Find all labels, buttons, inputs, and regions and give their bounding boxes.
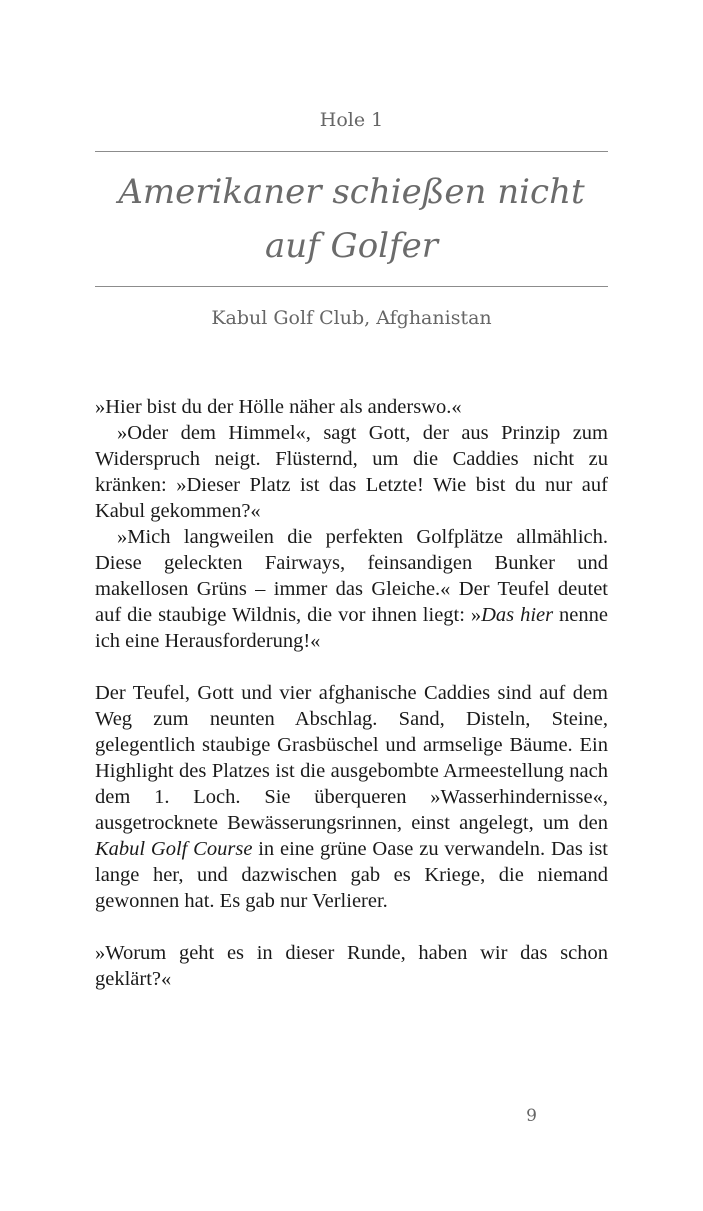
paragraph-2: »Oder dem Himmel«, sagt Gott, der aus Prinzip zum Widerspruch neigt. Flüsternd, um die Caddies nicht zu kränken: »Dieser Platz ist das Letzte! Wie bist du nur auf Kabul gekommen?« [95,422,608,522]
chapter-location: Kabul Golf Club, Afghanistan [211,307,492,329]
body-text [95,394,608,992]
paragraph-3-emphasis: Das hier [481,604,554,626]
paragraph-5: »Worum geht es in dieser Runde, haben wir das schon geklärt?« [95,942,608,990]
chapter-title-line-2: auf Golfer [264,226,439,266]
chapter-label: Hole 1 [319,109,384,131]
paragraph-4-emphasis: Kabul Golf Course [95,838,253,860]
paragraph-1: »Hier bist du der Hölle näher als anderswo.« [95,396,462,418]
title-rule-top [95,151,608,152]
chapter-title [95,165,608,273]
title-rule-bottom [95,286,608,287]
paragraph-3-part-b: nenne ich eine Herausforderung!« [95,604,608,652]
paragraph-4-part-b: in eine grüne Oase zu verwandeln. Das ist lange her, und dazwischen gab es Kriege, die niemand gewonnen hat. Es gab nur Verlierer. [95,838,609,912]
chapter-title-line-1: Amerikaner schießen nicht [118,172,585,212]
page-number: 9 [526,1106,537,1126]
paragraph-3 [95,524,608,654]
paragraph-4-part-a: Der Teufel, Gott und vier afghanische Caddies sind auf dem Weg zum neunten Abschlag. Sand, Disteln, Steine, gelegentlich staubige Grasbüschel und armselige Bäume. Ein Highlight des Platzes ist die ausgebombte Armeestellung nach dem 1. Loch. Sie überqueren »Wasserhindernisse«, ausgetrocknete Bewässerungsrinnen, einst angelegt, um den [95,682,608,834]
paragraph-3-part-a: »Mich langweilen die perfekten Golfplätze allmählich. Diese geleckten Fairways, feinsandigen Bunker und makellosen Grüns – immer das Gleiche.« Der Teufel deutet auf die staubige Wildnis, die vor ihnen liegt: » [95,526,608,626]
paragraph-4 [95,680,608,914]
